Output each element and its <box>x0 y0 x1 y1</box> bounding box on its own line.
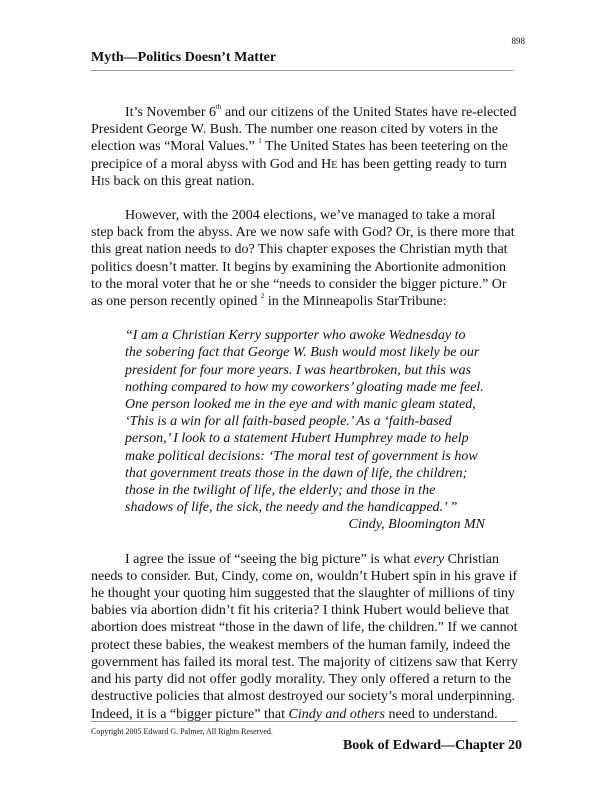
para1-text-1: It’s November 6 <box>125 105 216 120</box>
footer-rule <box>91 721 517 722</box>
para3-emphasis-every: every <box>413 551 445 567</box>
para1-superscript-th: th <box>215 103 222 111</box>
quote-text: “I am a Christian Kerry supporter who awoke Wednesday to the sobering fact that George W. Bush would most likely be our president for four more years. I was heartbroken, but this was nothing compared to how my coworkers’ gloating made me feel. One person looked me in the eye and with manic gleam stated, ‘This is a win for all faith-based people.’ As a ‘faith-based person,’ I look to a statement Hubert Humphrey made to help make political decisions: ‘The moral test of government is how that government treats those in the dawn of life, the children; those in the twilight of life, the elderly; and those in the shadows of life, the sick, the needy and the handicapped.’ ” <box>125 328 484 516</box>
quote-attribution: Cindy, Bloomington MN <box>348 517 485 533</box>
para3-emphasis-cindy: Cindy and others <box>288 706 385 722</box>
para1-his: His <box>91 173 111 189</box>
para1-text-4: has been getting ready to turn <box>337 156 507 172</box>
paragraph-2 <box>91 207 520 310</box>
para3-text-1: I agree the issue of “seeing the big picture” is what <box>125 551 414 567</box>
paragraph-3 <box>91 551 520 723</box>
footnote-ref-1: 1 <box>258 137 262 146</box>
block-quote <box>125 327 485 533</box>
para2-text-1: However, with the 2004 elections, we’ve managed to take a moral step back from the abyss. Are we now safe with God? Or, is there more that this great nation needs to do? This chapter exposes the Christian myth that politics doesn’t matter. It begins by examining the Abortionite admonition to the moral voter that he or she “needs to consider the bigger picture.” Or as one person recently opined <box>91 208 515 310</box>
para1-text-2: and our citizens of the United States have re-elected President George W. Bush. The number one reason cited by voters in the election was “Moral Values.” <box>91 105 517 155</box>
page-number: 898 <box>511 36 525 46</box>
para1-text-3: The United States has been teetering on the precipice of a moral abyss with God and <box>91 139 509 172</box>
footer-book-title: Book of Edward—Chapter 20 <box>342 738 522 753</box>
para3-text-3: need to understand. <box>384 706 498 722</box>
footnote-ref-2: 2 <box>260 292 265 301</box>
paragraph-1 <box>91 104 520 190</box>
header-title: Myth—Politics Doesn’t Matter <box>91 50 277 65</box>
copyright-notice: Copyright 2005 Edward G. Palmer, All Rights Reserved. <box>91 727 273 736</box>
header-rule <box>91 70 513 71</box>
body-text <box>91 104 520 740</box>
para1-he: He <box>321 156 338 172</box>
para1-text-5: back on this great nation. <box>110 173 255 189</box>
para2-text-2: in the Minneapolis StarTribune: <box>264 294 447 310</box>
para3-text-2: Christian needs to consider. But, Cindy, come on, wouldn’t Hubert spin in his grave if he thought your quoting him suggested that the slaughter of millions of tiny babies via abortion didn’t fit his criteria? I think Hubert would believe that abortion does mistreat “those in the dawn of life, the children.” If we cannot protect these babies, the weakest members of the human family, indeed the government has failed its moral test. The majority of citizens saw that Kerry and his party did not offer godly morality. They only offered a return to the destructive policies that almost destroyed our society’s moral underpinning. Indeed, it is a “bigger picture” that <box>91 551 519 722</box>
